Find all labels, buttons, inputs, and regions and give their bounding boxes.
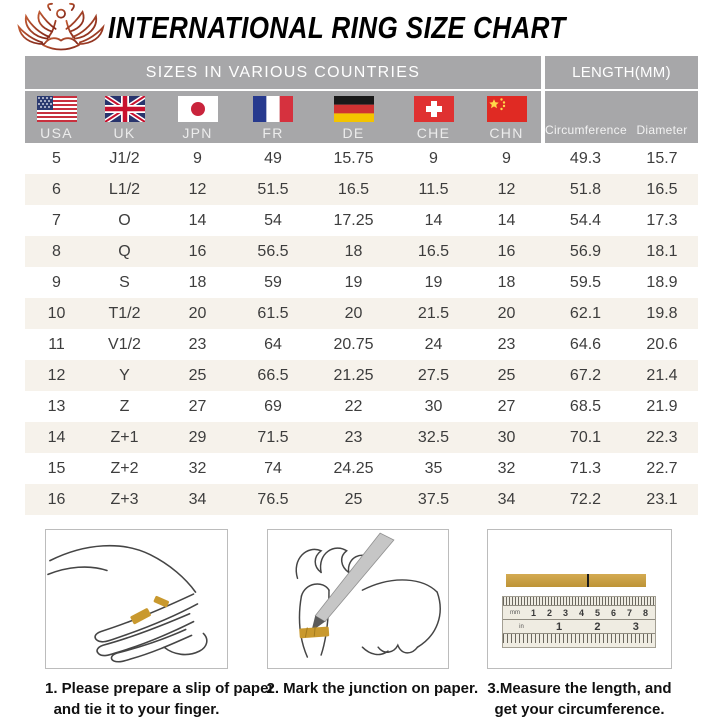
caption-line: get your circumference. <box>494 701 665 718</box>
column-header-jpn <box>161 91 234 143</box>
cell-jpn: 16 <box>188 243 207 260</box>
instruction-figures <box>0 515 720 669</box>
cell-fr: 51.5 <box>257 181 289 198</box>
ruler-inch-number: 2 <box>594 620 601 633</box>
instruction-captions <box>0 669 720 720</box>
cell-usa: 15 <box>47 460 66 477</box>
table-row <box>25 484 698 515</box>
cell-fr: 71.5 <box>257 429 289 446</box>
cell-chn: 27 <box>497 398 516 415</box>
column-header-chn <box>472 91 541 143</box>
cell-usa: 6 <box>52 181 61 198</box>
cell-uk: S <box>119 274 130 291</box>
cell-jpn: 12 <box>188 181 207 198</box>
lotus-meditation-logo-icon <box>16 2 106 54</box>
cell-che: 11.5 <box>418 181 449 198</box>
cell-fr: 69 <box>264 398 282 415</box>
table-row <box>25 236 698 267</box>
size-table-body <box>25 143 698 515</box>
cell-fr: 49 <box>264 150 282 167</box>
cell-de: 20.75 <box>333 336 374 353</box>
caption-step-3 <box>487 678 672 720</box>
table-row <box>25 267 698 298</box>
column-label: USA <box>40 125 73 141</box>
cell-circumference: 70.1 <box>569 429 602 446</box>
cell-diameter: 15.7 <box>646 150 678 167</box>
column-header-che <box>395 91 472 143</box>
column-header-fr <box>234 91 312 143</box>
cell-jpn: 32 <box>188 460 207 477</box>
column-label: CHN <box>489 125 524 141</box>
cell-circumference: 54.4 <box>569 212 602 229</box>
cell-jpn: 34 <box>188 491 207 508</box>
table-row <box>25 205 698 236</box>
ruler-cm-number: 8 <box>642 607 648 618</box>
cell-uk: Z+3 <box>110 491 139 508</box>
caption-line: 2. Mark the junction on paper. <box>266 680 479 697</box>
ruler-cm-numbers <box>503 606 655 619</box>
ruler-mm-ticks <box>503 597 655 606</box>
cell-che: 21.5 <box>417 305 450 322</box>
caption-line: and tie it to your finger. <box>53 701 220 718</box>
cell-che: 35 <box>424 460 443 477</box>
germany-flag-icon <box>334 96 374 122</box>
cell-de: 24.25 <box>333 460 374 477</box>
cell-uk: Q <box>118 243 131 260</box>
illustration-step-3-ruler <box>487 529 672 669</box>
cell-chn: 20 <box>497 305 516 322</box>
caption-line: 1. Please prepare a slip of paper <box>45 680 275 697</box>
cell-circumference: 49.3 <box>569 150 602 167</box>
cell-fr: 74 <box>264 460 282 477</box>
table-row <box>25 174 698 205</box>
cell-uk: T1/2 <box>108 305 141 322</box>
cell-circumference: 71.3 <box>569 460 602 477</box>
length-labels <box>545 91 698 143</box>
cell-de: 21.25 <box>333 367 374 384</box>
cell-fr: 66.5 <box>257 367 289 384</box>
column-label-diameter: Diameter <box>636 123 688 137</box>
cell-che: 30 <box>424 398 443 415</box>
cell-jpn: 18 <box>188 274 207 291</box>
cell-usa: 11 <box>48 336 65 353</box>
cell-jpn: 14 <box>188 212 207 229</box>
cell-chn: 34 <box>497 491 516 508</box>
cell-diameter: 16.5 <box>646 181 678 198</box>
cell-uk: O <box>118 212 131 229</box>
ruler-inch-number: 3 <box>632 620 639 633</box>
cell-diameter: 18.1 <box>646 243 678 260</box>
cell-circumference: 72.2 <box>569 491 602 508</box>
ruler-unit-mm: mm <box>510 609 520 616</box>
cell-usa: 14 <box>47 429 66 446</box>
junction-mark <box>587 574 589 587</box>
ruler-inch-number: 1 <box>556 620 563 633</box>
cell-de: 23 <box>344 429 363 446</box>
table-row <box>25 391 698 422</box>
cell-circumference: 59.5 <box>569 274 602 291</box>
cell-usa: 16 <box>47 491 66 508</box>
cell-che: 24 <box>424 336 443 353</box>
cell-uk: J1/2 <box>109 150 140 167</box>
france-flag-icon <box>253 96 293 122</box>
ruler-cm-number: 5 <box>594 607 600 618</box>
caption-step-2 <box>266 678 479 720</box>
cell-fr: 61.5 <box>257 305 289 322</box>
cell-che: 37.5 <box>417 491 450 508</box>
cell-de: 25 <box>344 491 363 508</box>
cell-jpn: 25 <box>188 367 207 384</box>
ruler-cm-number: 2 <box>546 607 552 618</box>
cell-circumference: 67.2 <box>569 367 602 384</box>
ruler-cm-number: 4 <box>578 607 584 618</box>
ruler-inch-numbers <box>503 620 655 633</box>
length-header-cells <box>545 91 698 143</box>
japan-flag-icon <box>178 96 218 122</box>
cell-chn: 14 <box>497 212 516 229</box>
cell-chn: 18 <box>497 274 516 291</box>
cell-usa: 13 <box>47 398 66 415</box>
ruler-unit-in: in <box>519 623 524 630</box>
table-row <box>25 453 698 484</box>
cell-che: 16.5 <box>417 243 450 260</box>
cell-che: 14 <box>424 212 443 229</box>
column-label-circumference: Circumference <box>545 123 627 137</box>
cell-de: 20 <box>344 305 363 322</box>
cell-uk: Z+2 <box>110 460 139 477</box>
cell-che: 32.5 <box>417 429 450 446</box>
table-row <box>25 360 698 391</box>
cell-che: 19 <box>424 274 443 291</box>
table-row <box>25 329 698 360</box>
cell-circumference: 64.6 <box>569 336 602 353</box>
usa-flag-icon <box>37 96 77 122</box>
cell-fr: 76.5 <box>257 491 289 508</box>
table-row <box>25 298 698 329</box>
cell-usa: 5 <box>52 150 61 167</box>
cell-diameter: 18.9 <box>646 274 678 291</box>
ring-size-table <box>25 56 698 515</box>
cell-chn: 23 <box>497 336 516 353</box>
cell-jpn: 29 <box>188 429 207 446</box>
column-header-de <box>312 91 395 143</box>
cell-uk: V1/2 <box>108 336 141 353</box>
cell-diameter: 21.9 <box>646 398 678 415</box>
switzerland-flag-icon <box>414 96 454 122</box>
table-column-header <box>25 91 698 143</box>
illustration-step-2-mark-junction <box>267 529 449 669</box>
caption-line: 3.Measure the length, and <box>487 680 672 697</box>
column-label: DE <box>342 125 365 141</box>
column-header-usa <box>25 91 88 143</box>
cell-che: 27.5 <box>417 367 450 384</box>
header-bar <box>0 0 720 56</box>
cell-circumference: 68.5 <box>569 398 602 415</box>
page-title: INTERNATIONAL RING SIZE CHART <box>108 10 566 45</box>
cell-diameter: 17.3 <box>646 212 678 229</box>
cell-jpn: 20 <box>188 305 207 322</box>
table-row <box>25 422 698 453</box>
group-header-countries: SIZES IN VARIOUS COUNTRIES <box>25 56 541 89</box>
country-header-cells <box>25 91 541 143</box>
cell-chn: 12 <box>497 181 516 198</box>
cell-de: 16.5 <box>337 181 370 198</box>
ruler-cm-number: 6 <box>610 607 616 618</box>
cell-circumference: 62.1 <box>569 305 602 322</box>
cell-chn: 9 <box>502 150 511 167</box>
cell-chn: 30 <box>497 429 516 446</box>
column-label: FR <box>262 125 284 141</box>
ruler-cm-number: 1 <box>530 607 536 618</box>
group-header-length: LENGTH(MM) <box>545 56 698 89</box>
cell-diameter: 23.1 <box>646 491 678 508</box>
china-flag-icon <box>487 96 527 122</box>
uk-flag-icon <box>105 96 145 122</box>
cell-usa: 9 <box>52 274 61 291</box>
ruler-inch-ticks <box>503 633 655 643</box>
cell-chn: 16 <box>497 243 516 260</box>
cell-jpn: 9 <box>193 150 202 167</box>
table-group-header <box>25 56 698 89</box>
cell-de: 19 <box>344 274 363 291</box>
cell-de: 17.25 <box>333 212 374 229</box>
ruler-cm-number: 7 <box>626 607 632 618</box>
column-header-uk <box>88 91 161 143</box>
cell-fr: 54 <box>264 212 282 229</box>
cell-diameter: 22.3 <box>646 429 678 446</box>
cell-uk: L1/2 <box>108 181 141 198</box>
cell-jpn: 27 <box>188 398 207 415</box>
cell-fr: 64 <box>264 336 282 353</box>
illustration-step-1-hand-with-paper-strip <box>45 529 228 669</box>
cell-fr: 56.5 <box>257 243 289 260</box>
cell-uk: Z <box>119 398 130 415</box>
ruler-cm-number: 3 <box>562 607 568 618</box>
cell-diameter: 20.6 <box>646 336 678 353</box>
cell-de: 22 <box>344 398 363 415</box>
cell-usa: 10 <box>47 305 66 322</box>
table-row <box>25 143 698 174</box>
cell-de: 15.75 <box>333 150 374 167</box>
ruler <box>502 596 656 648</box>
cell-fr: 59 <box>264 274 282 291</box>
cell-uk: Z+1 <box>110 429 139 446</box>
cell-diameter: 21.4 <box>646 367 678 384</box>
column-label: CHE <box>416 125 451 141</box>
column-label: JPN <box>182 125 213 141</box>
cell-chn: 32 <box>497 460 516 477</box>
cell-diameter: 22.7 <box>646 460 678 477</box>
paper-strip <box>506 574 646 587</box>
cell-chn: 25 <box>497 367 516 384</box>
cell-usa: 12 <box>47 367 66 384</box>
cell-circumference: 56.9 <box>569 243 602 260</box>
cell-de: 18 <box>344 243 363 260</box>
cell-usa: 8 <box>52 243 61 260</box>
cell-circumference: 51.8 <box>569 181 602 198</box>
cell-uk: Y <box>119 367 130 384</box>
cell-diameter: 19.8 <box>646 305 678 322</box>
cell-jpn: 23 <box>188 336 207 353</box>
cell-che: 9 <box>429 150 438 167</box>
column-label: UK <box>113 125 136 141</box>
caption-step-1 <box>45 678 275 720</box>
cell-usa: 7 <box>52 212 61 229</box>
